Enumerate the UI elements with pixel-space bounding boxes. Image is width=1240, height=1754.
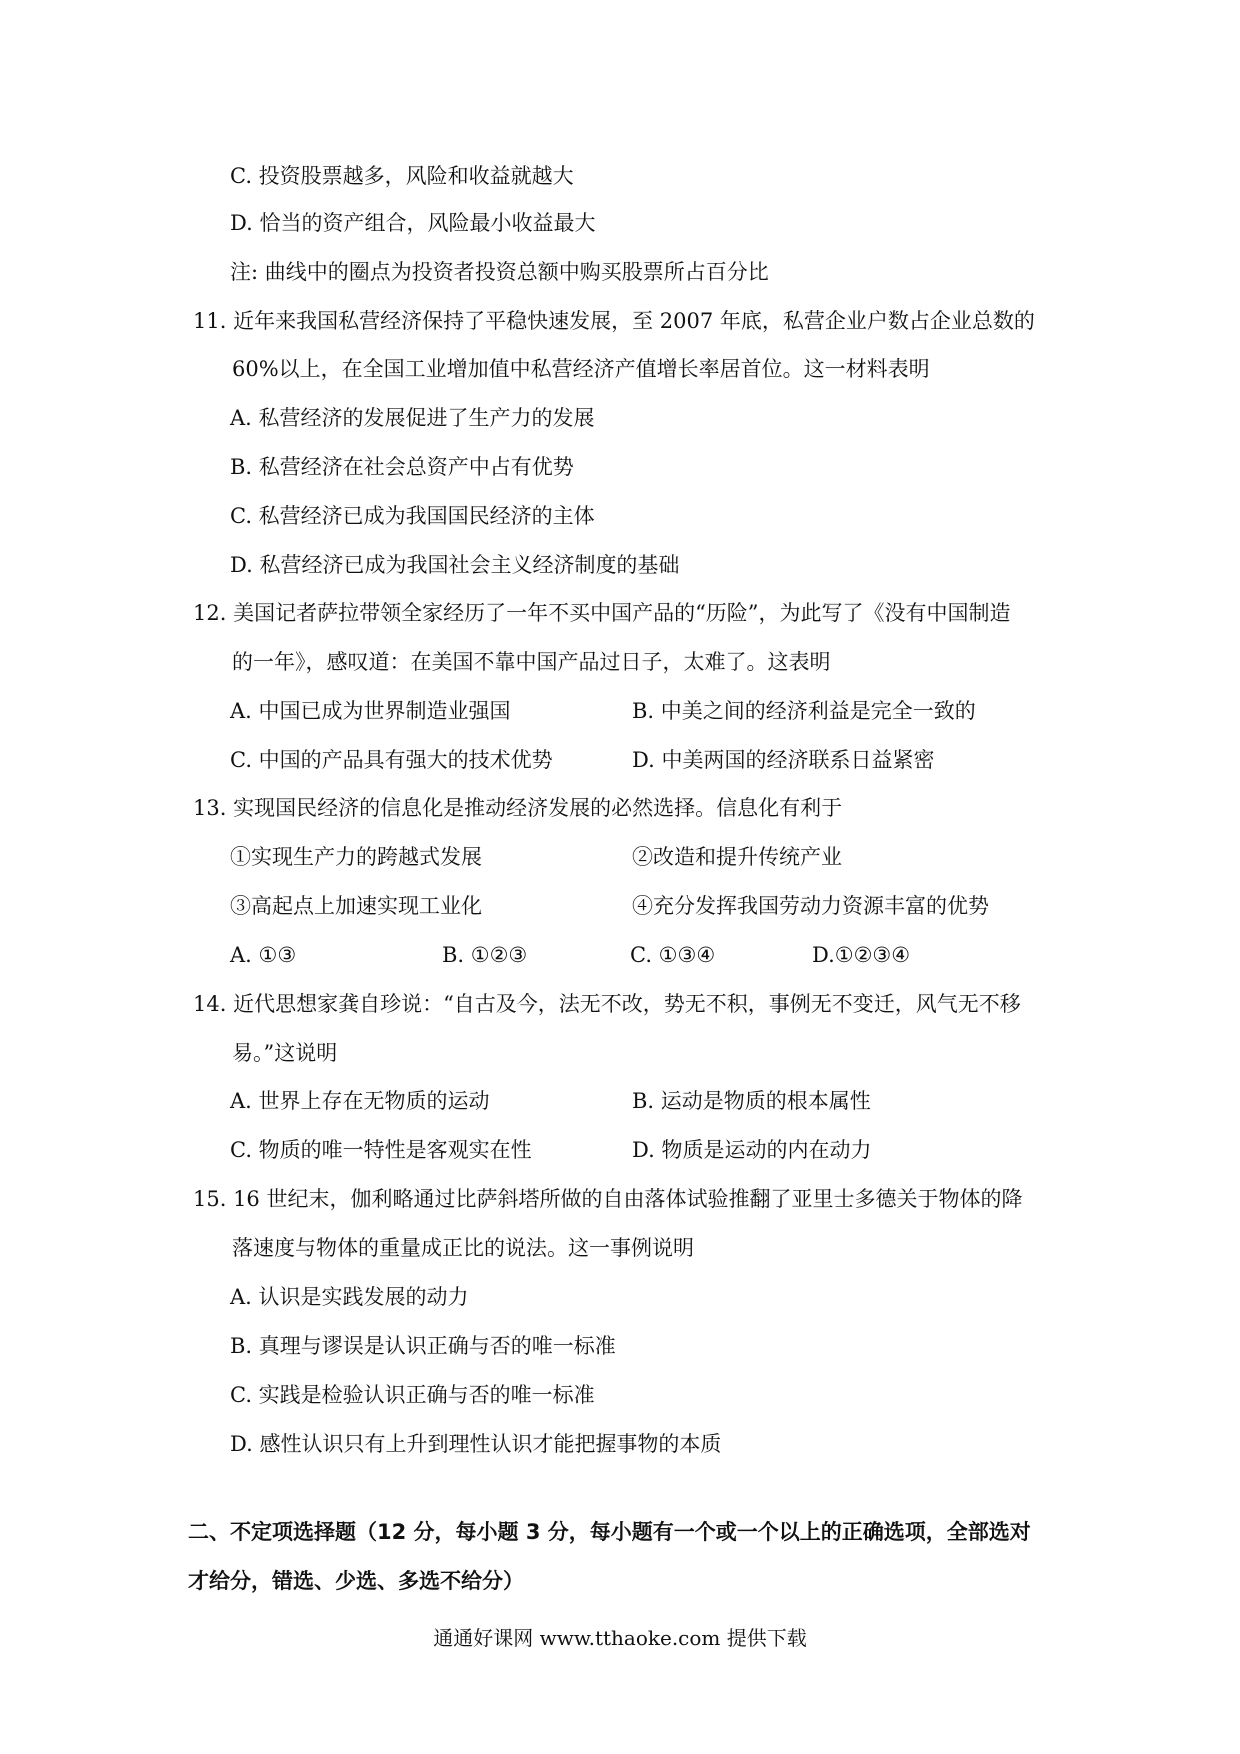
q10-option-c: C. 投资股票越多，风险和收益就越大 [230, 164, 574, 188]
q11-stem-line2: 60%以上，在全国工业增加值中私营经济产值增长率居首位。这一材料表明 [232, 357, 930, 381]
q14-stem-line2: 易。”这说明 [232, 1041, 338, 1065]
section2-heading-line2: 才给分，错选、少选、多选不给分） [188, 1569, 524, 1593]
q14-option-a: A. 世界上存在无物质的运动 [230, 1089, 490, 1113]
section2-heading-line1: 二、不定项选择题（12 分，每小题 3 分，每小题有一个或一个以上的正确选项，全部选对 [188, 1520, 1031, 1544]
q11-stem-line1: 11. 近年来我国私营经济保持了平稳快速发展，至 2007 年底，私营企业户数占企业总数的 [193, 309, 1035, 333]
q10-note: 注: 曲线中的圈点为投资者投资总额中购买股票所占百分比 [230, 260, 769, 284]
q15-option-a: A. 认识是实践发展的动力 [230, 1285, 469, 1309]
q12-stem-line2: 的一年》，感叹道：在美国不靠中国产品过日子，太难了。这表明 [232, 650, 831, 674]
q12-option-c: C. 中国的产品具有强大的技术优势 [230, 748, 553, 772]
q13-option-b: B. ①②③ [442, 943, 528, 967]
q12-option-a: A. 中国已成为世界制造业强国 [230, 699, 511, 723]
q10-option-d: D. 恰当的资产组合，风险最小收益最大 [230, 211, 596, 235]
q15-option-d: D. 感性认识只有上升到理性认识才能把握事物的本质 [230, 1432, 722, 1456]
q12-option-b: B. 中美之间的经济利益是完全一致的 [632, 699, 976, 723]
q13-item-4: ④充分发挥我国劳动力资源丰富的优势 [632, 894, 989, 918]
page-footer: 通通好课网 www.tthaoke.com 提供下载 [433, 1626, 807, 1650]
q13-item-1: ①实现生产力的跨越式发展 [230, 845, 482, 869]
q12-option-d: D. 中美两国的经济联系日益紧密 [632, 748, 935, 772]
q14-option-c: C. 物质的唯一特性是客观实在性 [230, 1138, 532, 1162]
q15-stem-line2: 落速度与物体的重量成正比的说法。这一事例说明 [232, 1236, 694, 1260]
q12-stem-line1: 12. 美国记者萨拉带领全家经历了一年不买中国产品的“历险”，为此写了《没有中国制造 [193, 601, 1011, 625]
q13-option-c: C. ①③④ [630, 943, 716, 967]
q14-option-d: D. 物质是运动的内在动力 [632, 1138, 872, 1162]
q11-option-c: C. 私营经济已成为我国国民经济的主体 [230, 504, 595, 528]
q13-item-2: ②改造和提升传统产业 [632, 845, 842, 869]
q11-option-b: B. 私营经济在社会总资产中占有优势 [230, 455, 574, 479]
q13-option-a: A. ①③ [230, 943, 297, 967]
q14-stem-line1: 14. 近代思想家龚自珍说：“自古及今，法无不改，势无不积，事例无不变迁，风气无不移 [193, 992, 1021, 1016]
q14-option-b: B. 运动是物质的根本属性 [632, 1089, 871, 1113]
q13-stem: 13. 实现国民经济的信息化是推动经济发展的必然选择。信息化有利于 [193, 796, 843, 820]
q15-option-b: B. 真理与谬误是认识正确与否的唯一标准 [230, 1334, 616, 1358]
q11-option-a: A. 私营经济的发展促进了生产力的发展 [230, 406, 595, 430]
q15-option-c: C. 实践是检验认识正确与否的唯一标准 [230, 1383, 595, 1407]
q13-option-d: D.①②③④ [812, 943, 911, 967]
q15-stem-line1: 15. 16 世纪末，伽利略通过比萨斜塔所做的自由落体试验推翻了亚里士多德关于物体的降 [193, 1187, 1023, 1211]
q13-item-3: ③高起点上加速实现工业化 [230, 894, 482, 918]
q11-option-d: D. 私营经济已成为我国社会主义经济制度的基础 [230, 553, 680, 577]
